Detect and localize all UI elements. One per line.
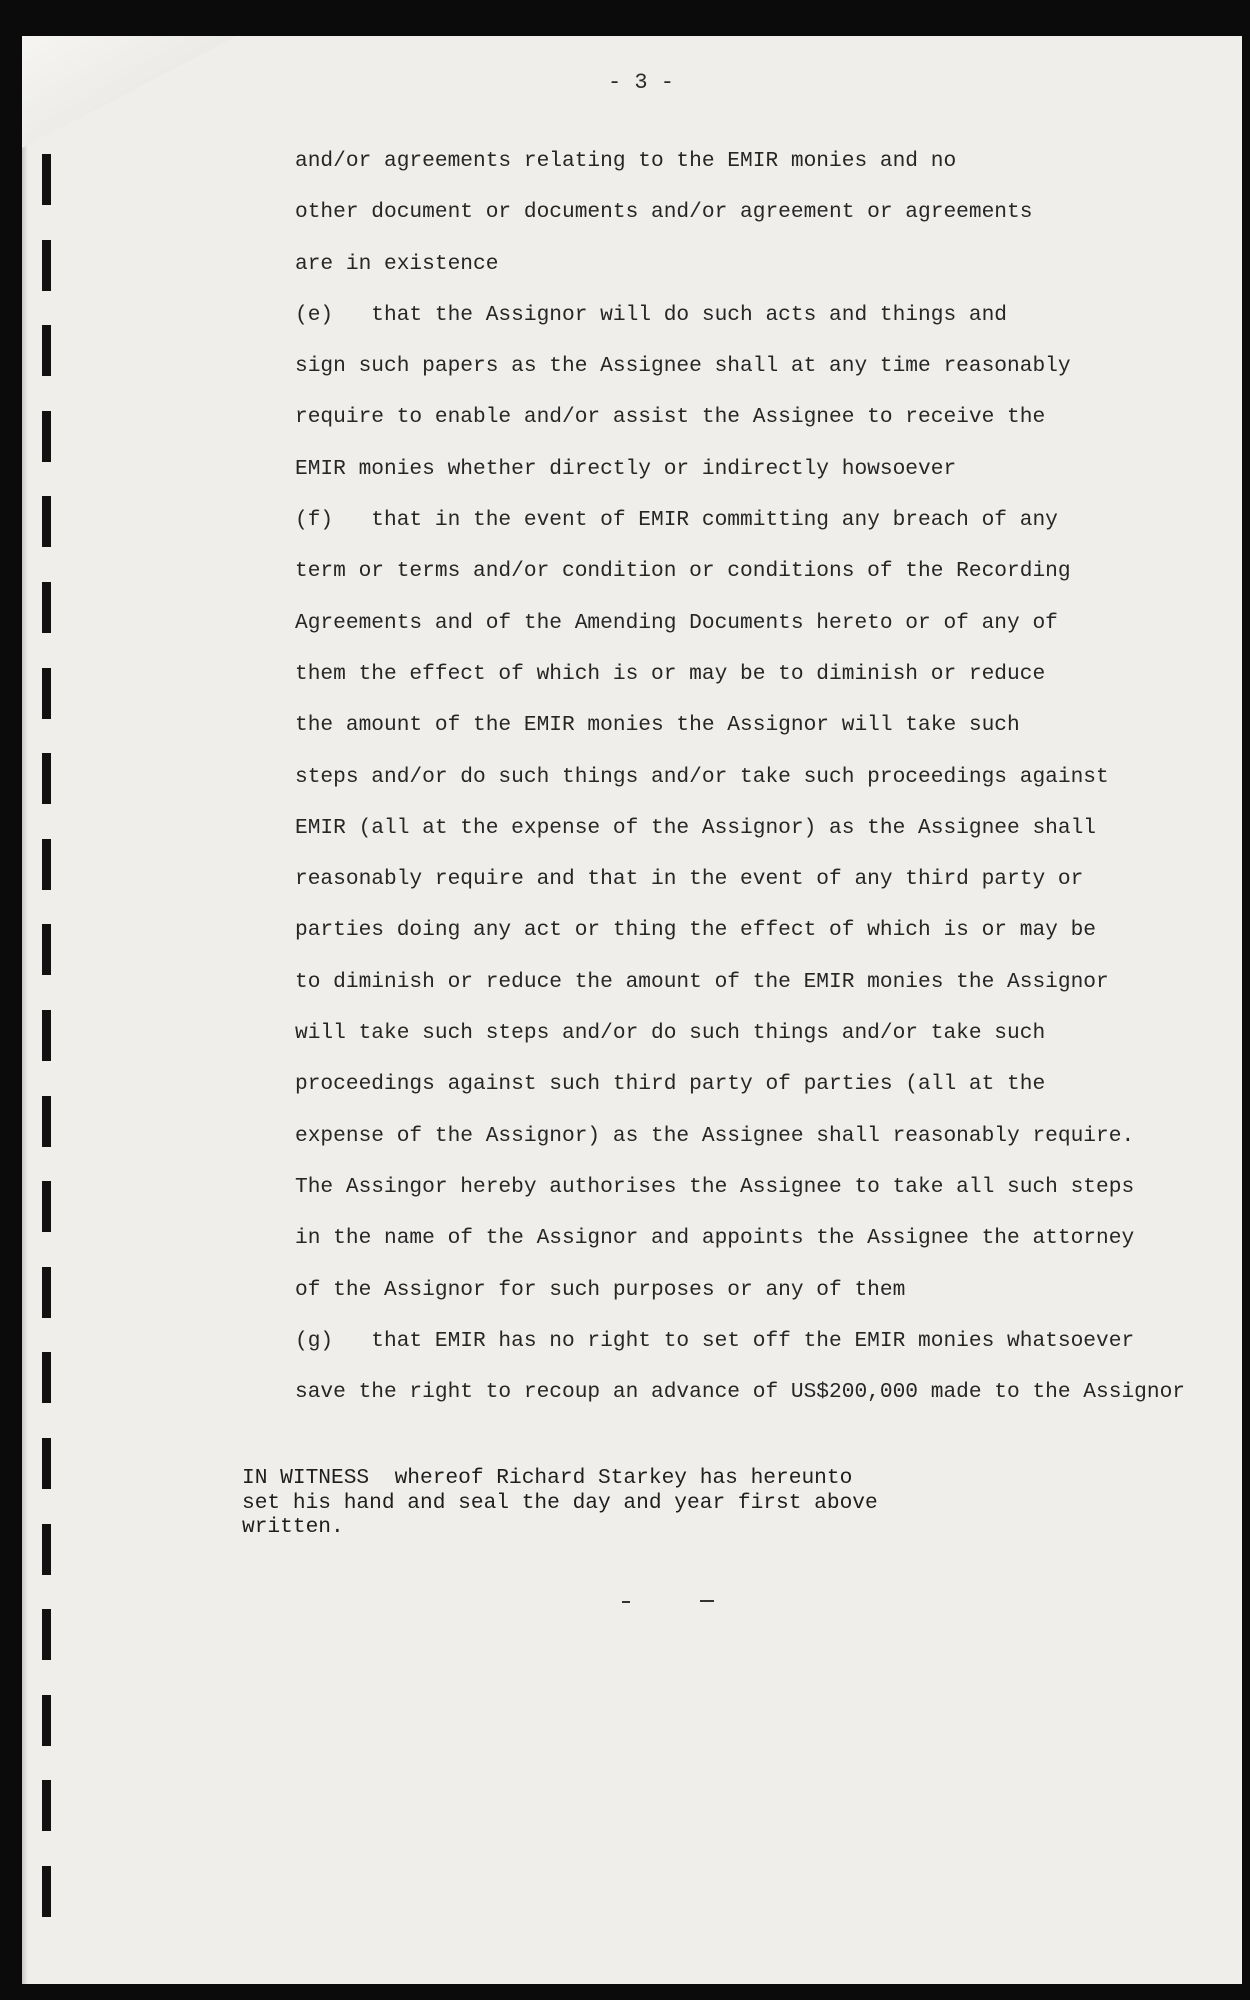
binding-mark: [42, 240, 51, 291]
binding-mark: [42, 496, 51, 547]
binding-mark: [42, 1866, 51, 1917]
body-line: will take such steps and/or do such things and/or take such: [295, 1021, 1046, 1046]
body-line: parties doing any act or thing the effect of which is or may be: [295, 918, 1097, 943]
body-line: the amount of the EMIR monies the Assignor will take such: [295, 713, 1020, 738]
binding-mark: [42, 1524, 51, 1575]
body-line: and/or agreements relating to the EMIR monies and no: [295, 149, 957, 173]
body-line: save the right to recoup an advance of US$200,000 made to the Assignor: [295, 1380, 1186, 1405]
body-line: EMIR (all at the expense of the Assignor) as the Assignee shall: [295, 815, 1097, 840]
binding-mark: [42, 582, 51, 633]
body-line: proceedings against such third party of parties (all at the: [295, 1072, 1046, 1097]
body-line: steps and/or do such things and/or take such proceedings against: [295, 764, 1109, 789]
stray-mark: [700, 1600, 714, 1602]
document-page: [22, 36, 1242, 1984]
binding-mark: [42, 668, 51, 719]
body-line: require to enable and/or assist the Assignee to receive the: [295, 405, 1046, 430]
binding-mark: [42, 1695, 51, 1746]
binding-mark: [42, 154, 51, 205]
body-line: them the effect of which is or may be to diminish or reduce: [295, 661, 1046, 686]
binding-mark: [42, 1010, 51, 1061]
body-line: expense of the Assignor) as the Assignee shall reasonably require.: [295, 1123, 1135, 1148]
witness-line: set his hand and seal the day and year first above: [242, 1490, 878, 1515]
page-number: - 3 -: [608, 70, 675, 95]
body-line: The Assingor hereby authorises the Assignee to take all such steps: [295, 1174, 1135, 1199]
binding-mark: [42, 411, 51, 462]
body-line: of the Assignor for such purposes or any of them: [295, 1277, 906, 1302]
body-line: sign such papers as the Assignee shall at any time reasonably: [295, 354, 1071, 379]
body-line: reasonably require and that in the event of any third party or: [295, 867, 1084, 892]
folded-corner: [22, 36, 237, 148]
binding-mark: [42, 1267, 51, 1318]
body-line: (g) that EMIR has no right to set off the EMIR monies whatsoever: [295, 1328, 1135, 1353]
binding-mark: [42, 1096, 51, 1147]
body-text: [295, 136, 1185, 1418]
body-line: EMIR monies whether directly or indirectly howsoever: [295, 456, 957, 481]
binding-mark: [42, 1609, 51, 1660]
body-line: Agreements and of the Amending Documents hereto or of any of: [295, 610, 1058, 635]
binding-mark: [42, 753, 51, 804]
binding-mark: [42, 1181, 51, 1232]
witness-line: written.: [242, 1515, 344, 1539]
witness-line: IN WITNESS whereof Richard Starkey has hereunto: [242, 1466, 853, 1490]
stray-mark: [622, 1601, 630, 1603]
binding-mark: [42, 1438, 51, 1489]
binding-mark: [42, 924, 51, 975]
binding-mark: [42, 1352, 51, 1403]
witness-clause: [242, 1466, 878, 1540]
binding-mark: [42, 1780, 51, 1831]
body-line: other document or documents and/or agreement or agreements: [295, 200, 1033, 225]
body-line: (f) that in the event of EMIR committing any breach of any: [295, 508, 1058, 533]
page-edge-shadow: [22, 36, 28, 1984]
body-line: in the name of the Assignor and appoints the Assignee the attorney: [295, 1226, 1135, 1251]
binding-mark: [42, 325, 51, 376]
binding-mark: [42, 839, 51, 890]
body-line: (e) that the Assignor will do such acts and things and: [295, 302, 1008, 327]
body-line: are in existence: [295, 251, 499, 276]
body-line: term or terms and/or condition or conditions of the Recording: [295, 559, 1071, 584]
body-line: to diminish or reduce the amount of the EMIR monies the Assignor: [295, 969, 1109, 994]
